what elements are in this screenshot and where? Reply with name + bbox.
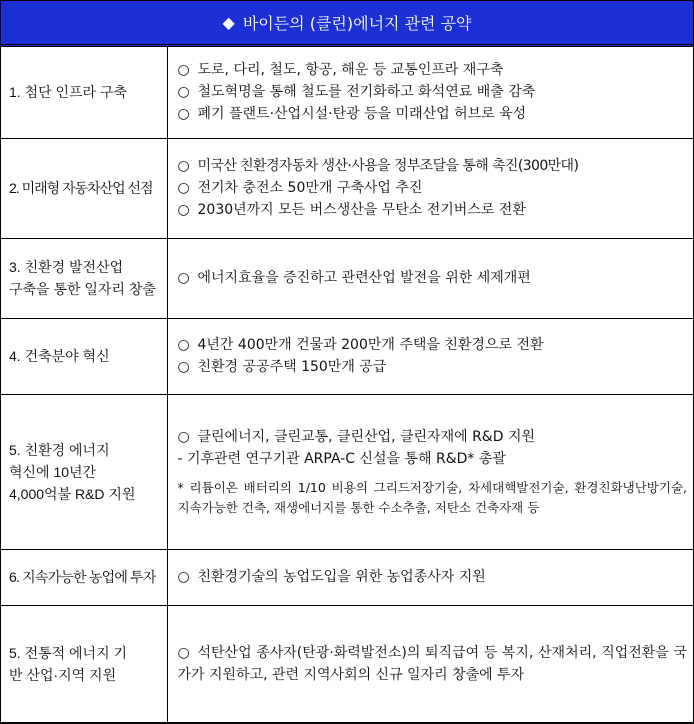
sub-item: - 기후관련 연구기관 ARPA-C 신설을 통해 R&D* 총괄 [177,450,506,467]
category-label: 5. 전통적 에너지 기 [9,644,128,661]
list-item: ○ 석탄산업 종사자(탄광·화력발전소)의 퇴직급여 등 복지, 산재처리, 직업전환을 국가가 지원하고, 관련 지역사회의 신규 일자리 창출에 투자 [178,642,688,686]
circle-bullet-icon: ○ [177,644,190,661]
circle-bullet-icon: ○ [177,62,190,79]
circle-bullet-icon: ○ [177,428,190,445]
circle-bullet-icon: ○ [177,569,190,585]
pledge-table [1,47,693,723]
list-item: ○ 2030년까지 모든 버스생산을 무탄소 전기버스로 전환 [178,199,688,221]
table-row [1,238,693,318]
category-cell [1,605,167,722]
table-row [1,138,693,238]
detail-cell [167,605,693,722]
detail-cell [167,394,693,549]
circle-bullet-icon: ○ [177,202,190,218]
category-cell [1,47,167,138]
detail-cell [167,138,693,238]
category-label: 4. 건축분야 혁신 [9,348,110,364]
detail-cell [167,318,693,394]
circle-bullet-icon: ○ [177,270,190,286]
category-label: 혁신에 10년간 [9,463,97,480]
circle-bullet-icon: ○ [177,106,190,123]
detail-cell [167,238,693,318]
list-item: ○ 4년간 400만개 건물과 200만개 주택을 친환경으로 전환 [178,334,688,356]
category-cell [1,138,167,238]
category-label: 6. 지속가능한 농업에 투자 [9,569,156,585]
circle-bullet-icon: ○ [177,84,190,101]
category-cell [1,394,167,549]
table-row [1,605,693,722]
list-item: ○ 친환경기술의 농업도입을 위한 농업종사자 지원 [178,566,688,588]
list-item: ○ 폐기 플랜트·산업시설·탄광 등을 미래산업 허브로 육성 [178,103,688,125]
category-label: 3. 친환경 발전산업 [9,259,124,275]
circle-bullet-icon: ○ [177,359,190,375]
category-label: 구축을 통한 일자리 창출 [9,281,156,297]
list-item: ○ 도로, 다리, 철도, 항공, 해운 등 교통인프라 재구축 [178,59,688,81]
document-title: 바이든의 (클린)에너지 관련 공약 [242,14,472,33]
category-cell [1,549,167,605]
footnote: * 리튬이온 배터리의 1/10 비용의 그리드저장기술, 차세대핵발전기술, 환경친화냉난방기술, 지속가능한 건축, 재생에너지를 통한 수소추출, 저탄소 건축자재 등 [177,479,687,515]
category-label: 2. 미래형 자동차산업 선점 [9,180,153,196]
list-item: ○ 철도혁명을 통해 철도를 전기화하고 화석연료 배출 감축 [178,81,688,103]
list-item: ○ 친환경 공공주택 150만개 공급 [178,356,688,378]
category-cell [1,238,167,318]
list-item: ○ 에너지효율을 증진하고 관련산업 발전을 위한 세제개편 [178,267,688,289]
table-row [1,318,693,394]
category-label: 4,000억불 R&D 지원 [9,485,136,502]
circle-bullet-icon: ○ [177,158,190,174]
category-label: 5. 친환경 에너지 [9,441,110,458]
circle-bullet-icon: ○ [177,180,190,196]
list-item: ○ 클린에너지, 클린교통, 클린산업, 클린자재에 R&D 지원 [178,426,688,448]
detail-cell [167,47,693,138]
detail-cell [167,549,693,605]
circle-bullet-icon: ○ [177,337,190,353]
category-label: 반 산업·지역 지원 [9,666,117,683]
list-item: ○ 미국산 친환경자동차 생산·사용을 정부조달을 통해 촉진(300만대) [178,155,688,177]
list-item: ○ 전기차 충전소 50만개 구축사업 추진 [178,177,688,199]
table-row [1,47,693,138]
table-row [1,549,693,605]
table-row [1,394,693,549]
document-header [1,1,693,47]
category-cell [1,318,167,394]
diamond-bullet-icon: ◆ [222,13,235,32]
category-label: 1. 첨단 인프라 구축 [9,84,128,101]
